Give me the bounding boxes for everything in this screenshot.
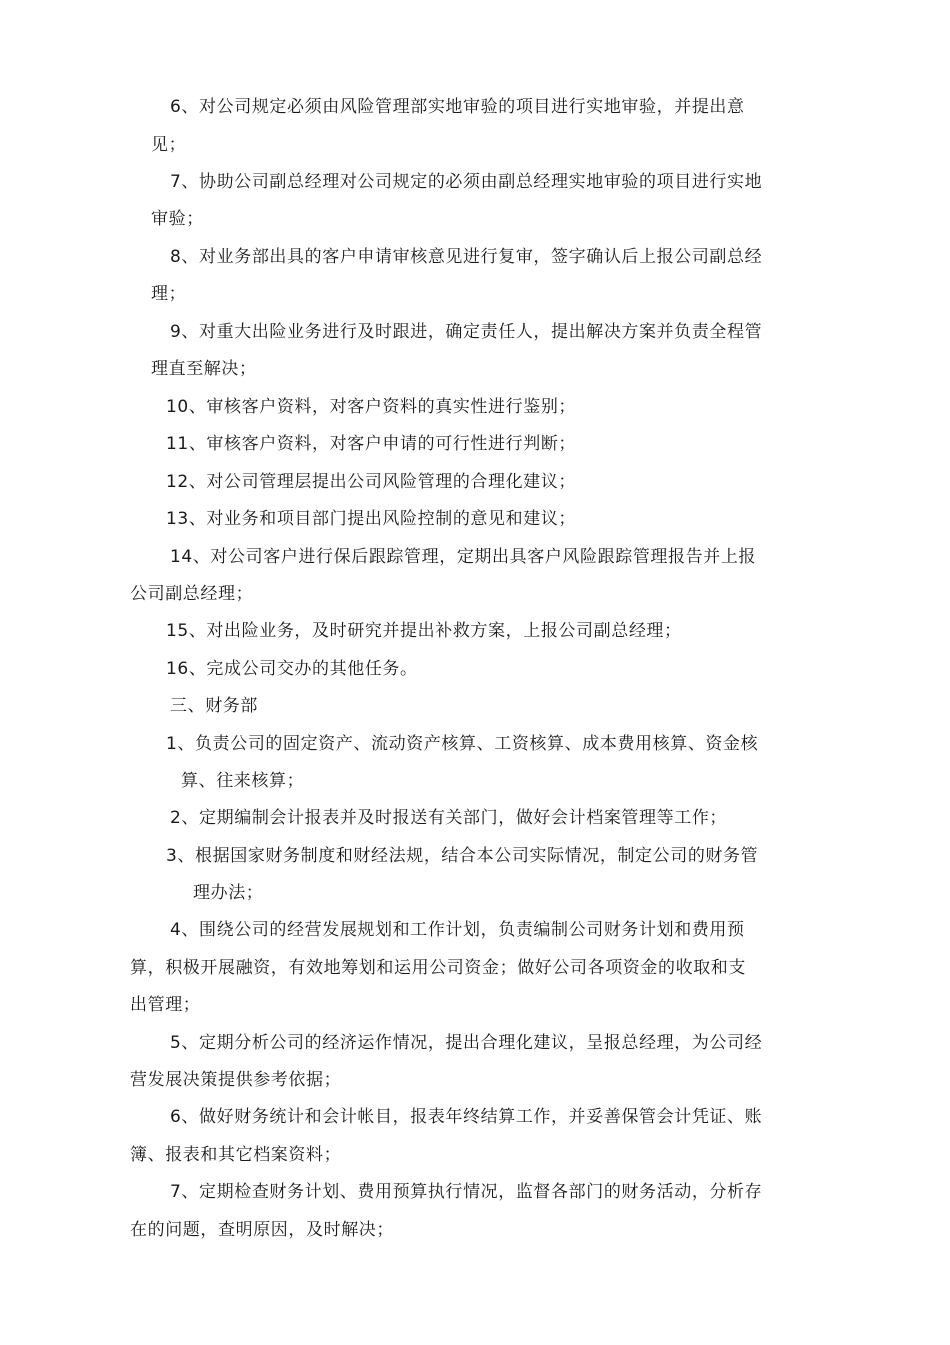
text-line: 7、协助公司副总经理对公司规定的必须由副总经理实地审验的项目进行实地 <box>170 172 763 192</box>
text-line: 审验； <box>151 209 204 229</box>
text-line: 4、围绕公司的经营发展规划和工作计划，负责编制公司财务计划和费用预 <box>170 920 745 940</box>
text-line: 公司副总经理； <box>130 584 254 604</box>
text-line: 出管理； <box>130 995 201 1015</box>
section-heading: 三、财务部 <box>170 696 258 716</box>
text-line: 1、负责公司的固定资产、流动资产核算、工资核算、成本费用核算、资金核 <box>166 734 759 754</box>
text-line: 9、对重大出险业务进行及时跟进，确定责任人，提出解决方案并负责全程管 <box>170 322 763 342</box>
text-line: 算，积极开展融资，有效地筹划和运用公司资金；做好公司各项资金的收取和支 <box>130 958 746 978</box>
text-line: 算、往来核算； <box>181 771 305 791</box>
text-line: 13、对业务和项目部门提出风险控制的意见和建议； <box>166 509 577 529</box>
text-line: 5、定期分析公司的经济运作情况，提出合理化建议，呈报总经理，为公司经 <box>170 1033 763 1053</box>
text-line: 15、对出险业务，及时研究并提出补救方案，上报公司副总经理； <box>166 621 682 641</box>
text-line: 3、根据国家财务制度和财经法规，结合本公司实际情况，制定公司的财务管 <box>166 846 759 866</box>
text-line: 理办法； <box>193 883 264 903</box>
text-line: 7、定期检查财务计划、费用预算执行情况，监督各部门的财务活动，分析存 <box>170 1182 763 1202</box>
text-line: 理直至解决； <box>151 359 257 379</box>
text-line: 12、对公司管理层提出公司风险管理的合理化建议； <box>166 472 577 492</box>
text-line: 理； <box>151 284 187 304</box>
text-line: 10、审核客户资料，对客户资料的真实性进行鉴别； <box>166 397 577 417</box>
text-line: 6、对公司规定必须由风险管理部实地审验的项目进行实地审验，并提出意 <box>170 97 745 117</box>
text-line: 11、审核客户资料，对客户申请的可行性进行判断； <box>166 434 577 454</box>
text-line: 8、对业务部出具的客户申请审核意见进行复审，签字确认后上报公司副总经 <box>170 247 763 267</box>
text-line: 簿、报表和其它档案资料； <box>130 1145 342 1165</box>
text-line: 14、对公司客户进行保后跟踪管理，定期出具客户风险跟踪管理报告并上报 <box>170 547 757 567</box>
text-line: 营发展决策提供参考依据； <box>130 1070 342 1090</box>
text-line: 16、完成公司交办的其他任务。 <box>166 659 418 679</box>
text-line: 见； <box>151 135 187 155</box>
text-line: 6、做好财务统计和会计帐目，报表年终结算工作，并妥善保管会计凭证、账 <box>170 1107 763 1127</box>
text-line: 在的问题，查明原因，及时解决； <box>130 1220 394 1240</box>
text-line: 2、定期编制会计报表并及时报送有关部门，做好会计档案管理等工作； <box>170 808 728 828</box>
